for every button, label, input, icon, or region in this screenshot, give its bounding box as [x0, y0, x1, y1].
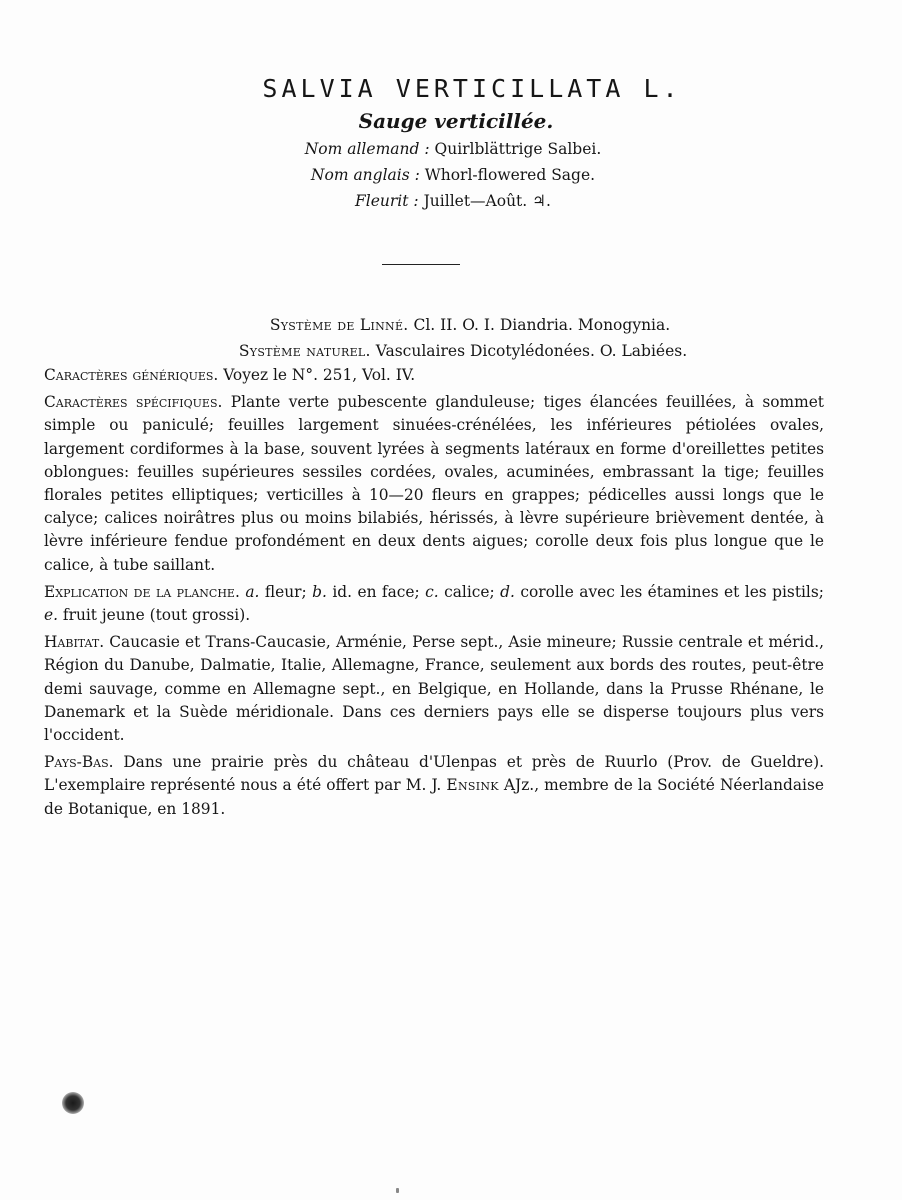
figure-a-text: fleur;	[264, 582, 307, 601]
species-title: SALVIA VERTICILLATA L.	[262, 74, 682, 103]
flowering-value: Juillet—Août. ♃.	[423, 192, 551, 210]
figure-e-text: fruit jeune (tout grossi).	[62, 606, 251, 625]
flowering-label: Fleurit :	[355, 192, 419, 210]
figure-a-letter: a.	[245, 582, 260, 601]
figure-d-text: corolle avec les étamines et les pistils;	[520, 582, 824, 601]
natural-label: Système naturel.	[238, 342, 371, 360]
plate-explanation-paragraph	[44, 581, 824, 627]
linne-value: Cl. II. O. I. Diandria. Monogynia.	[413, 316, 671, 334]
specific-characters-label: Caractères spécifiques.	[44, 393, 223, 412]
generic-characters-paragraph	[44, 364, 824, 387]
german-name-value: Quirlblättrige Salbei.	[434, 140, 602, 158]
figure-c-text: calice;	[444, 582, 495, 601]
specific-characters-text: Plante verte pubescente glanduleuse; tiges élancées feuillées, à sommet simple ou paniculé; feuilles largement sinuées-crénélées, les inférieures pétiolées ovales, largement cordiformes à la base, souvent lyrées à segments latéraux en forme d'oreillettes petites oblongues: feuilles supérieures sessiles cordées, ovales, acuminées, embrassant la tige; feuilles florales petites elliptiques; verticilles à 10—20 fleurs en grappes; pédicelles aussi longs que le calyce; calices noirâtres plus ou moins bilabiés, hérissés, à lèvre supérieure brièvement dentée, à lèvre inférieure fendue profondément en deux dents aigues; corolle deux fois plus longue que le calice, à tube saillant.	[44, 393, 824, 574]
header	[0, 72, 902, 214]
generic-characters-label: Caractères génériques.	[44, 366, 219, 384]
divider-rule	[382, 264, 460, 265]
natural-value: Vasculaires Dicotylédonées. O. Labiées.	[375, 342, 688, 360]
english-name-value: Whorl-flowered Sage.	[424, 166, 596, 184]
ink-speck	[396, 1188, 399, 1193]
figure-e-letter: e.	[44, 606, 59, 625]
german-name-line	[4, 136, 902, 162]
ink-smudge	[62, 1092, 84, 1114]
flowering-line	[4, 188, 902, 214]
netherlands-label: Pays-Bas.	[44, 753, 114, 772]
netherlands-text-after: AJz., membre de la Société Néerlandaise de Botanique, en 1891.	[44, 776, 824, 818]
netherlands-paragraph	[44, 751, 824, 821]
habitat-paragraph	[44, 631, 824, 747]
donor-name: Ensink	[446, 776, 499, 795]
french-name: Sauge verticillée.	[358, 109, 554, 133]
habitat-label: Habitat.	[44, 633, 105, 652]
generic-characters-text: Voyez le N°. 251, Vol. IV.	[223, 366, 416, 384]
figure-d-letter: d.	[500, 582, 515, 601]
natural-system-line	[24, 338, 902, 364]
description-body	[44, 364, 824, 825]
figure-c-letter: c.	[425, 582, 439, 601]
habitat-text: Caucasie et Trans-Caucasie, Arménie, Perse sept., Asie mineure; Russie centrale et mérid., Région du Danube, Dalmatie, Italie, Allemagne, France, seulement aux bords des routes, peut-être demi sauvage, comme en Allemagne sept., en Belgique, en Hollande, dans la Prusse Rhénane, le Danemark et la Suède méridionale. Dans ces derniers pays elle se disperse toujours plus vers l'occident.	[44, 633, 824, 745]
plate-explanation-label: Explication de la planche.	[44, 582, 240, 601]
netherlands-text-before: Dans une prairie près du château d'Ulenpas et près de Ruurlo (Prov. de Gueldre). L'exemplaire représenté nous a été offert par M. J.	[44, 753, 824, 795]
english-name-line	[4, 162, 902, 188]
linne-system-line	[38, 312, 902, 338]
german-name-label: Nom allemand :	[304, 140, 430, 158]
classification-systems	[0, 312, 902, 364]
specific-characters-paragraph	[44, 391, 824, 577]
figure-b-text: id. en face;	[332, 582, 420, 601]
figure-b-letter: b.	[312, 582, 327, 601]
english-name-label: Nom anglais :	[310, 166, 420, 184]
linne-label: Système de Linné.	[269, 316, 409, 334]
